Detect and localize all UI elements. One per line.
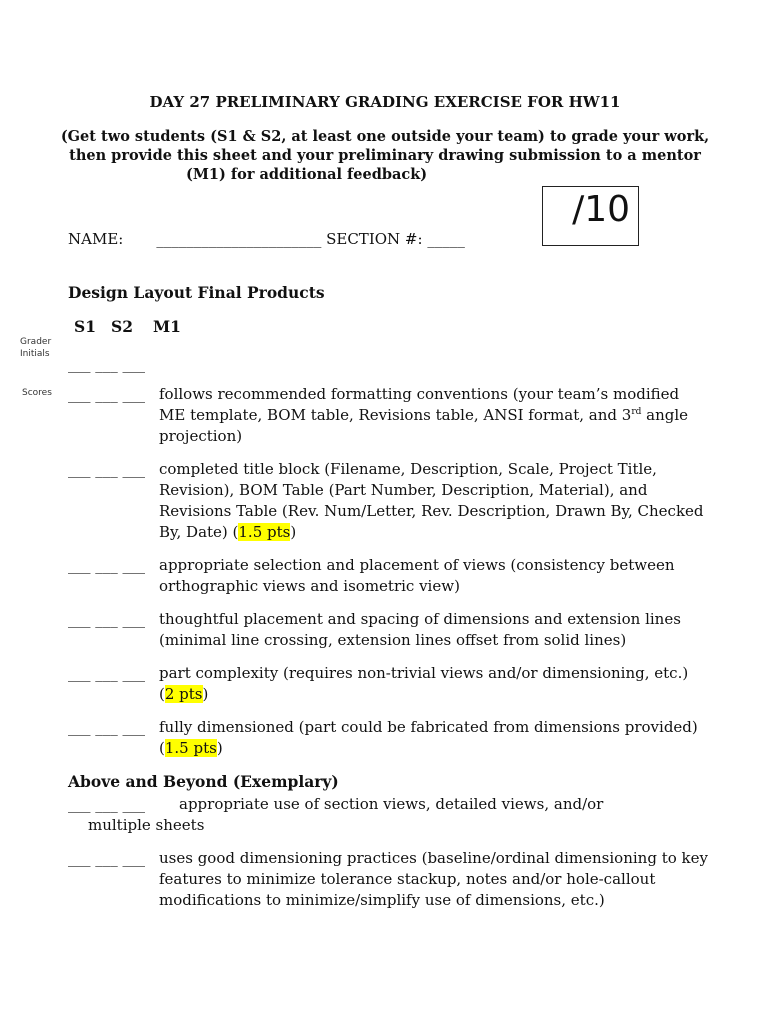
instructions <box>0 127 770 184</box>
criterion-dimension-placement: ___ ___ ___ thoughtful placement and spacing of dimensions and extension lines (minimal line crossing, extension lines offset from solid lines) <box>68 610 681 649</box>
page-title: DAY 27 PRELIMINARY GRADING EXERCISE FOR HW11 <box>149 93 621 111</box>
section-heading: Design Layout Final Products <box>68 283 325 302</box>
score-blanks[interactable]: ___ ___ ___ <box>68 718 146 736</box>
criterion-title-block: ___ ___ ___ completed title block (Filename, Description, Scale, Project Title, Revision), BOM Table (Part Number, Description, Material), and Revisions Table (Rev. Num/Letter, Rev. Description, Drawn By, Checked By, Date) (1.5 pts) <box>68 460 704 541</box>
score-blanks[interactable]: ___ ___ ___ <box>68 849 146 867</box>
score-blanks[interactable]: ___ ___ ___ <box>68 664 146 682</box>
column-s2: S2 <box>111 317 133 336</box>
criterion-formatting: ___ ___ ___ follows recommended formatting conventions (your team’s modified ME template, BOM table, Revisions table, ANSI format, and 3rd angle projection) <box>68 385 689 445</box>
criterion-views: ___ ___ ___ appropriate selection and placement of views (consistency between orthographic views and isometric view) <box>68 556 675 595</box>
score-box[interactable] <box>542 186 639 246</box>
criterion-part-complexity: ___ ___ ___ part complexity (requires non-trivial views and/or dimensioning, etc.) (2 pts) <box>68 664 689 703</box>
criterion-fully-dimensioned: ___ ___ ___ fully dimensioned (part could be fabricated from dimensions provided) (1.5 pts) <box>68 718 698 757</box>
column-m1: M1 <box>153 317 181 336</box>
column-s1: S1 <box>74 317 96 336</box>
exemplary-heading: Above and Beyond (Exemplary) <box>68 772 339 791</box>
section-label: SECTION #: <box>326 230 423 248</box>
score-total: /10 <box>572 189 630 230</box>
name-label: NAME: <box>68 230 124 248</box>
score-blanks[interactable]: ___ ___ ___ <box>68 556 146 574</box>
instructions-line-2: then provide this sheet and your preliminary drawing submission to a mentor <box>69 147 701 164</box>
name-section-row <box>68 230 465 248</box>
points-highlight: 1.5 pts <box>238 523 291 541</box>
points-highlight: 2 pts <box>164 685 203 703</box>
score-blanks[interactable]: ___ ___ ___ <box>68 610 146 628</box>
score-blanks[interactable]: ___ ___ ___ <box>68 385 146 403</box>
name-field[interactable]: ______________________ <box>156 230 322 248</box>
grader-initials-blanks[interactable]: ___ ___ ___ <box>68 355 146 373</box>
section-field[interactable]: _____ <box>427 230 465 248</box>
instructions-line-3: (M1) for additional feedback) <box>186 166 428 183</box>
score-blanks[interactable]: ___ ___ ___ <box>68 795 146 813</box>
instructions-line-1: (Get two students (S1 & S2, at least one outside your team) to grade your work, <box>60 128 710 145</box>
criterion-section-views: ___ ___ ___ appropriate use of section views, detailed views, and/or multiple sheets <box>68 795 604 834</box>
scores-label: Scores <box>22 388 52 398</box>
points-highlight: 1.5 pts <box>164 739 217 757</box>
score-blanks[interactable]: ___ ___ ___ <box>68 460 146 478</box>
grader-initials-label: Grader Initials <box>20 337 52 359</box>
criterion-dimensioning-practices: ___ ___ ___ uses good dimensioning practices (baseline/ordinal dimensioning to key features to minimize tolerance stackup, notes and/or hole-callout modifications to minimize/simplify use of dimensions, etc.) <box>68 849 708 909</box>
